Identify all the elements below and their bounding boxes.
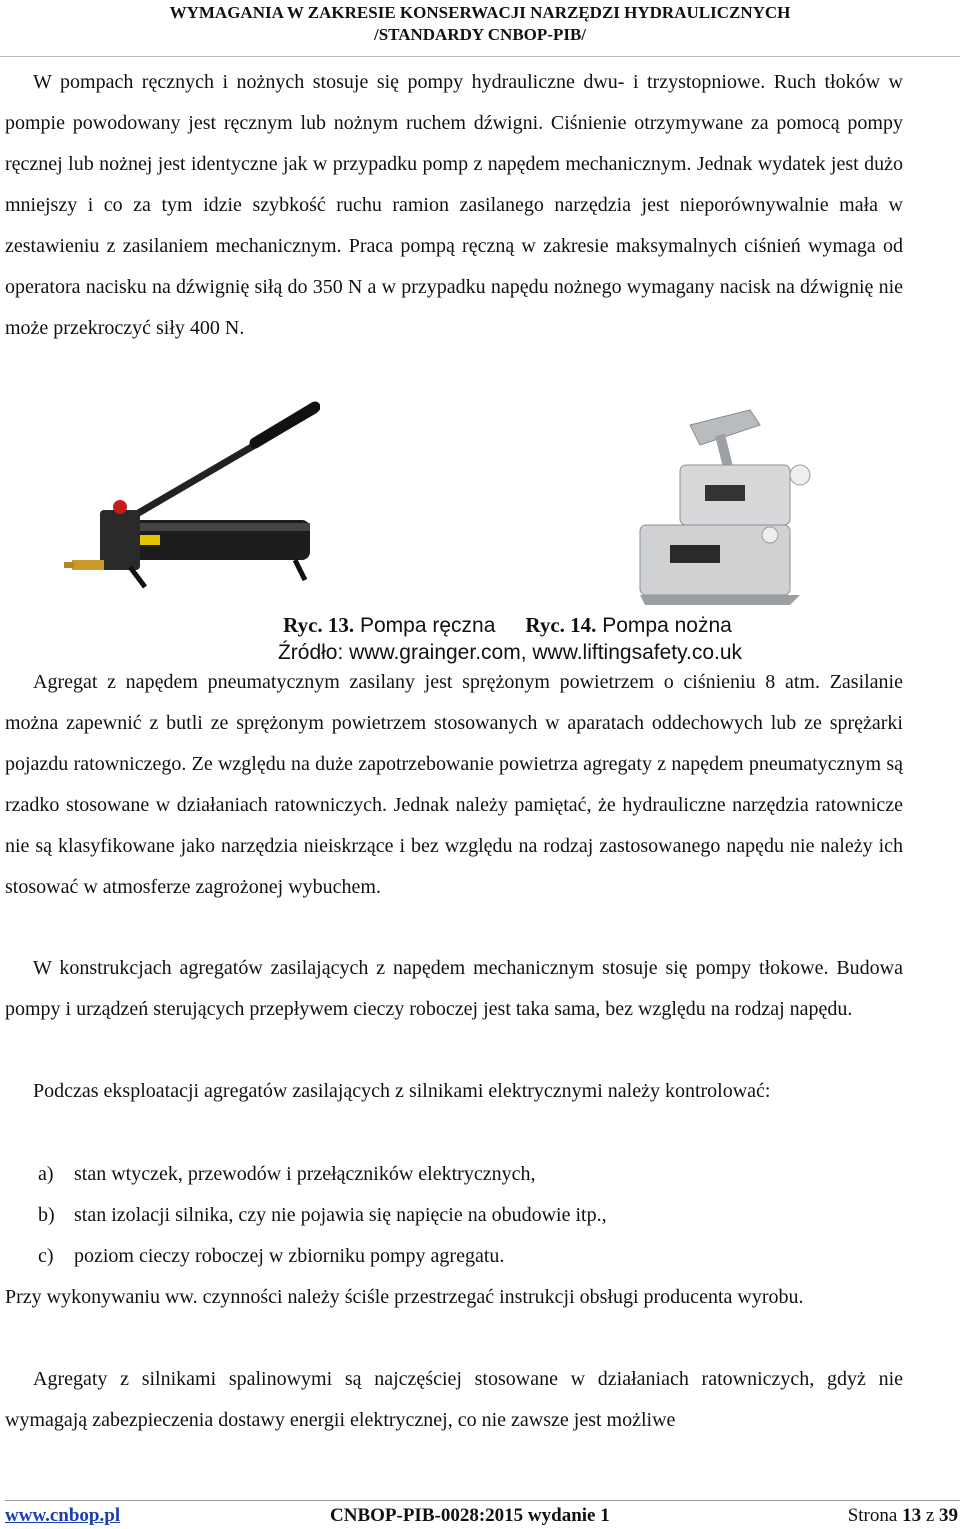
list-label: b) bbox=[38, 1204, 55, 1226]
page-of: z bbox=[925, 1505, 935, 1526]
fig13-title: Pompa ręczna bbox=[360, 614, 496, 637]
figure-source: Źródło: www.grainger.com, www.liftingsafety.co.uk bbox=[277, 641, 743, 664]
fig14-title: Pompa nożna bbox=[602, 614, 732, 637]
header-subtitle: /STANDARDY CNBOP-PIB/ bbox=[373, 25, 587, 44]
header-title: WYMAGANIA W ZAKRESIE KONSERWACJI NARZĘDZI HYDRAULICZNYCH bbox=[169, 3, 791, 22]
page-header bbox=[0, 0, 960, 57]
paragraph-instructions: Przy wykonywaniu ww. czynności należy ściśle przestrzegać instrukcji obsługi producenta wyrobu. bbox=[5, 1286, 804, 1308]
list-item bbox=[38, 1236, 504, 1277]
paragraph-mechanical: W konstrukcjach agregatów zasilających z napędem mechanicznym stosuje się pompy tłokowe. Budowa pompy i urządzeń sterujących przepływem cieczy roboczej jest taka sama, bez względu na rodzaj napędu. bbox=[5, 957, 903, 1020]
page-total: 39 bbox=[939, 1505, 958, 1526]
footer-document-code: CNBOP-PIB-0028:2015 wydanie 1 bbox=[330, 1505, 610, 1526]
paragraph-electric: Podczas eksploatacji agregatów zasilających z silnikami elektrycznymi należy kontrolować: bbox=[33, 1080, 771, 1102]
list-text: poziom cieczy roboczej w zbiorniku pompy agregatu. bbox=[74, 1245, 505, 1267]
list-label: c) bbox=[38, 1245, 54, 1267]
footer-page-number bbox=[848, 1502, 958, 1529]
fig14-number: Ryc. 14. bbox=[525, 613, 597, 637]
page-footer bbox=[5, 1500, 960, 1528]
list-item bbox=[38, 1154, 535, 1195]
fig13-number: Ryc. 13. bbox=[283, 613, 355, 637]
list-text: stan izolacji silnika, czy nie pojawia się napięcie na obudowie itp., bbox=[74, 1204, 607, 1226]
paragraph-pumps-manual: W pompach ręcznych i nożnych stosuje się pompy hydrauliczne dwu- i trzystopniowe. Ruch tłoków w pompie powodowany jest ręcznym lub nożnym ruchem dźwigni. Ciśnienie otrzymywane za pomocą pompy ręcznej lub nożnej jest identyczne jak w przypadku pomp z napędem mechanicznym. Jednak wydatek jest dużo mniejszy i co za tym idzie szybkość ruchu ramion zasilanego narzędzia jest nieporównywalnie mała w zestawieniu z zasilaniem mechanicznym. Praca pompą ręczną w zakresie maksymalnych ciśnień wymaga od operatora nacisku na dźwignię siłą do 350 N a w przypadku napędu nożnego wymagany nacisk na dźwignię nie może przekroczyć siły 400 N. bbox=[5, 71, 903, 339]
paragraph-combustion: Agregaty z silnikami spalinowymi są najczęściej stosowane w działaniach ratowniczych, gdyż nie wymagają zabezpieczenia dostawy energii elektrycznej, co nie zawsze jest możliwe bbox=[5, 1368, 903, 1431]
foot-pump-image bbox=[620, 405, 850, 610]
page-prefix: Strona bbox=[847, 1505, 898, 1526]
list-label: a) bbox=[38, 1163, 54, 1185]
hand-pump-image bbox=[60, 395, 320, 595]
page-current: 13 bbox=[902, 1505, 922, 1526]
paragraph-pneumatic: Agregat z napędem pneumatycznym zasilany jest sprężonym powietrzem o ciśnieniu 8 atm. Zasilanie można zapewnić z butli ze sprężonym powietrzem stosowanych w aparatach oddechowych lub ze sprężarki pojazdu ratowniczego. Ze względu na duże zapotrzebowanie powietrza agregaty z napędem pneumatycznym są rzadko stosowane w działaniach ratowniczych. Jednak należy pamiętać, że hydrauliczne narzędzia ratownicze nie są klasyfikowane jako narzędzia nieiskrzące i bez względu na rodzaj zastosowanego napędu nie należy ich stosować w atmosferze zagrożonej wybuchem. bbox=[5, 671, 903, 898]
figure-captions bbox=[0, 613, 960, 638]
list-item bbox=[38, 1195, 607, 1236]
list-text: stan wtyczek, przewodów i przełączników elektrycznych, bbox=[74, 1163, 536, 1185]
figures-row bbox=[0, 395, 960, 625]
footer-website-link[interactable]: www.cnbop.pl bbox=[5, 1505, 121, 1526]
